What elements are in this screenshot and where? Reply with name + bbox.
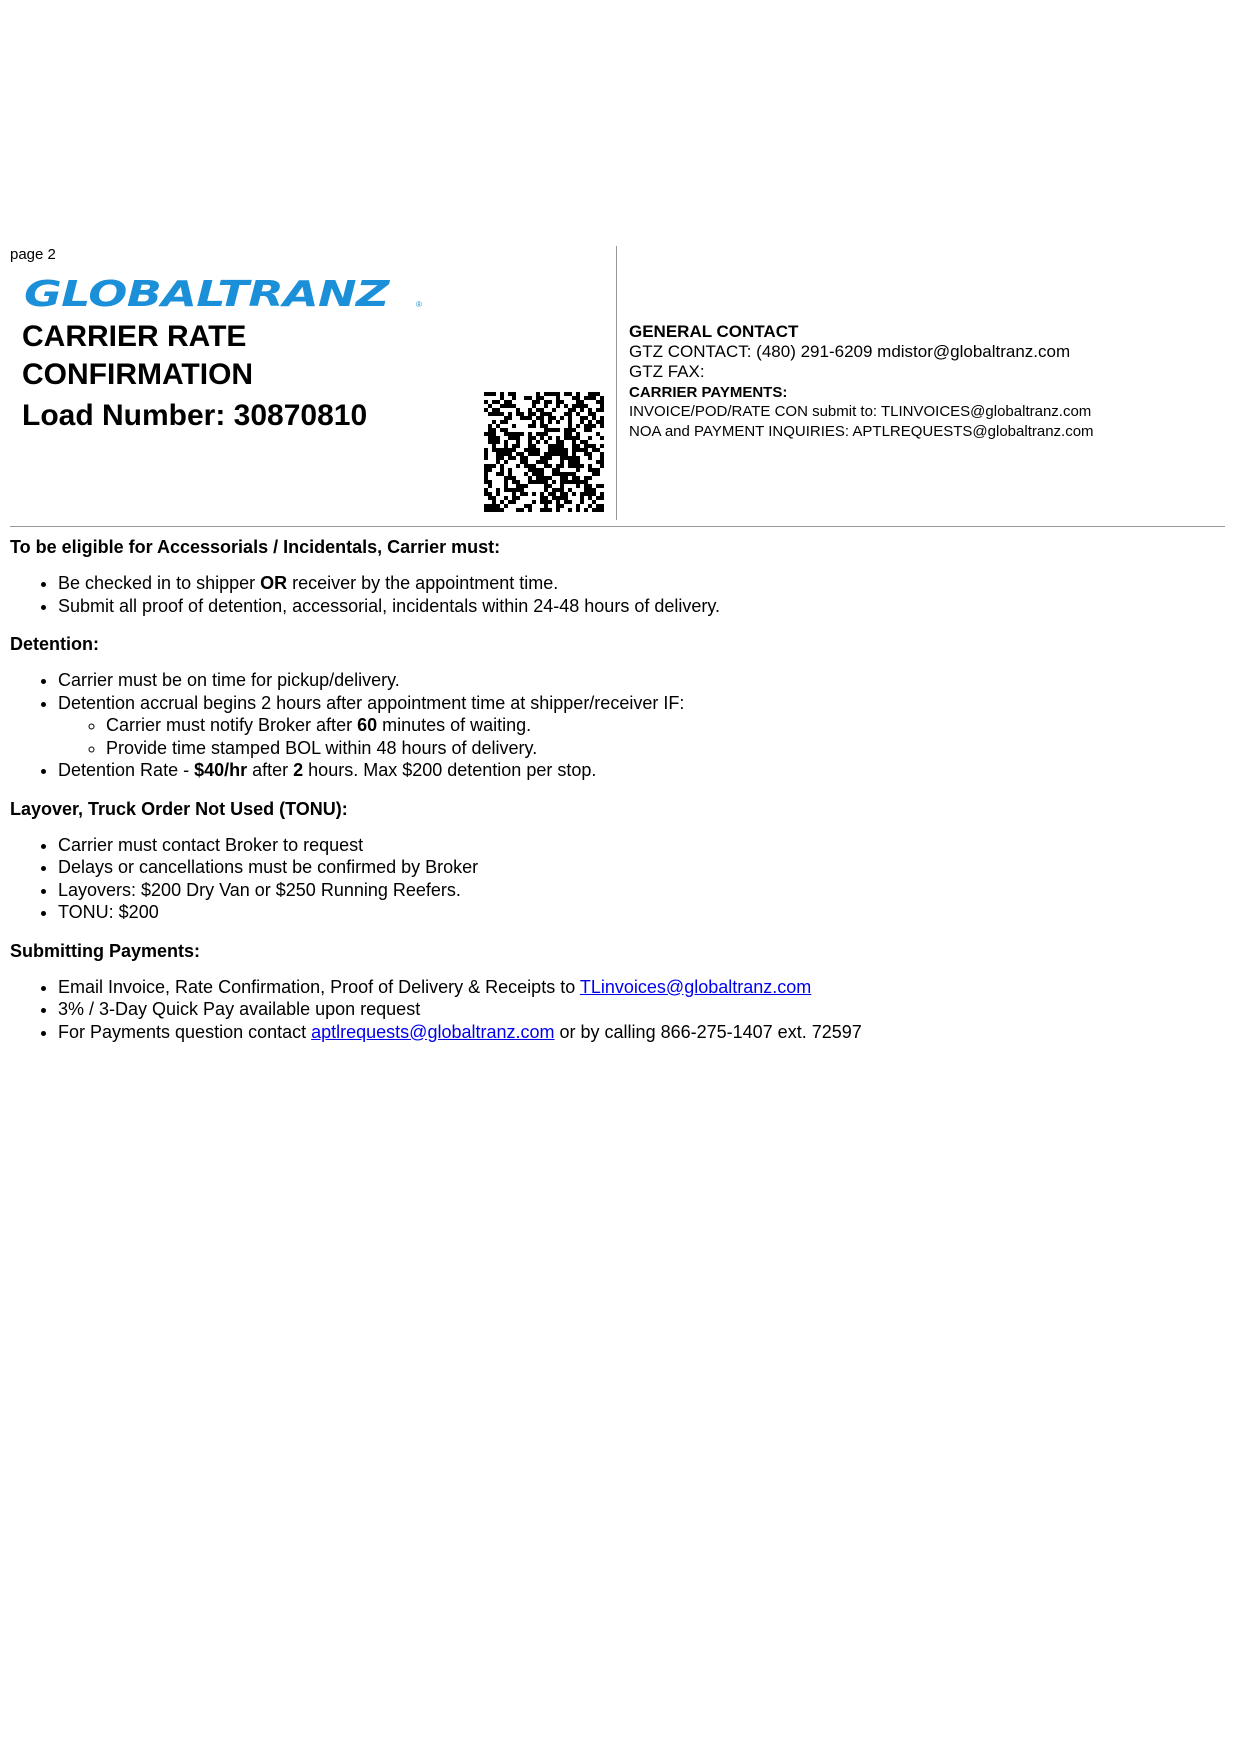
invoice-submit-line: INVOICE/POD/RATE CON submit to: TLINVOICES@globaltranz.com [629, 403, 1092, 420]
vertical-divider [616, 246, 617, 520]
aptlrequests-email-link[interactable]: aptlrequests@globaltranz.com [311, 1021, 555, 1042]
list-item: • For Payments question contact aptlrequests@globaltranz.com or by calling 866-275-1407 ext. 72597 [58, 1021, 1220, 1044]
gtz-contact-line: GTZ CONTACT: (480) 291-6209 mdistor@globaltranz.com [629, 342, 1071, 361]
submitting-payments-heading: Submitting Payments: [10, 940, 201, 961]
gtz-fax-line: GTZ FAX: [629, 362, 705, 381]
tlinvoices-email-link[interactable]: TLinvoices@globaltranz.com [579, 976, 812, 997]
detention-sublist [58, 714, 1220, 759]
noa-inquiries-line: NOA and PAYMENT INQUIRIES: APTLREQUESTS@globaltranz.com [629, 423, 1094, 440]
list-item: • Carrier must be on time for pickup/delivery. [58, 669, 1220, 692]
title-line-2: CONFIRMATION [22, 358, 254, 391]
load-number-line [22, 397, 367, 435]
globaltranz-logo [24, 276, 424, 314]
payments-list [10, 976, 1220, 1044]
general-contact-heading: GENERAL CONTACT [629, 322, 799, 341]
list-item: • Be checked in to shipper OR receiver by the appointment time. [58, 572, 1220, 595]
detention-heading: Detention: [10, 634, 99, 654]
list-item: • Detention Rate - $40/hr after 2 hours. Max $200 detention per stop. [58, 759, 1220, 782]
terms-body [10, 536, 1220, 1059]
accessorials-heading: To be eligible for Accessorials / Incidentals, Carrier must: [10, 537, 501, 557]
list-item: • Detention accrual begins 2 hours after appointment time at shipper/receiver IF: ◦ Carrier must notify Broker after 60 minutes of waiting. ◦ Provide time stamped BOL within 48 hours of delivery. [58, 692, 1220, 760]
list-item: • TONU: $200 [58, 901, 1220, 924]
list-item: ◦ Carrier must notify Broker after 60 minutes of waiting. [106, 714, 1220, 737]
detention-list [10, 669, 1220, 782]
load-number: 30870810 [233, 399, 368, 432]
list-item: • Carrier must contact Broker to request [58, 834, 1220, 857]
list-item: • 3% / 3-Day Quick Pay available upon request [58, 998, 1220, 1021]
list-item: • Email Invoice, Rate Confirmation, Proof of Delivery & Receipts to TLinvoices@globaltranz.com [58, 976, 1220, 999]
contact-block [629, 321, 1229, 442]
layover-list [10, 834, 1220, 924]
logo-text: GLOBALTRANZ [24, 274, 389, 315]
list-item: • Layovers: $200 Dry Van or $250 Running Reefers. [58, 879, 1220, 902]
title-line-1: CARRIER RATE [22, 320, 247, 353]
page-label: page 2 [10, 246, 56, 263]
header-divider [10, 526, 1225, 527]
layover-heading: Layover, Truck Order Not Used (TONU): [10, 798, 348, 819]
document-title [22, 318, 367, 435]
load-number-label: Load Number: [22, 399, 234, 432]
list-item: • Submit all proof of detention, accessorial, incidentals within 24-48 hours of delivery. [58, 595, 1220, 618]
accessorials-list [10, 572, 1220, 617]
carrier-payments-heading: CARRIER PAYMENTS: [629, 384, 788, 401]
qr-code-icon [484, 392, 604, 512]
list-item: ◦ Provide time stamped BOL within 48 hours of delivery. [106, 737, 1220, 760]
list-item: • Delays or cancellations must be confirmed by Broker [58, 856, 1220, 879]
registered-mark-icon: ® [416, 300, 422, 309]
